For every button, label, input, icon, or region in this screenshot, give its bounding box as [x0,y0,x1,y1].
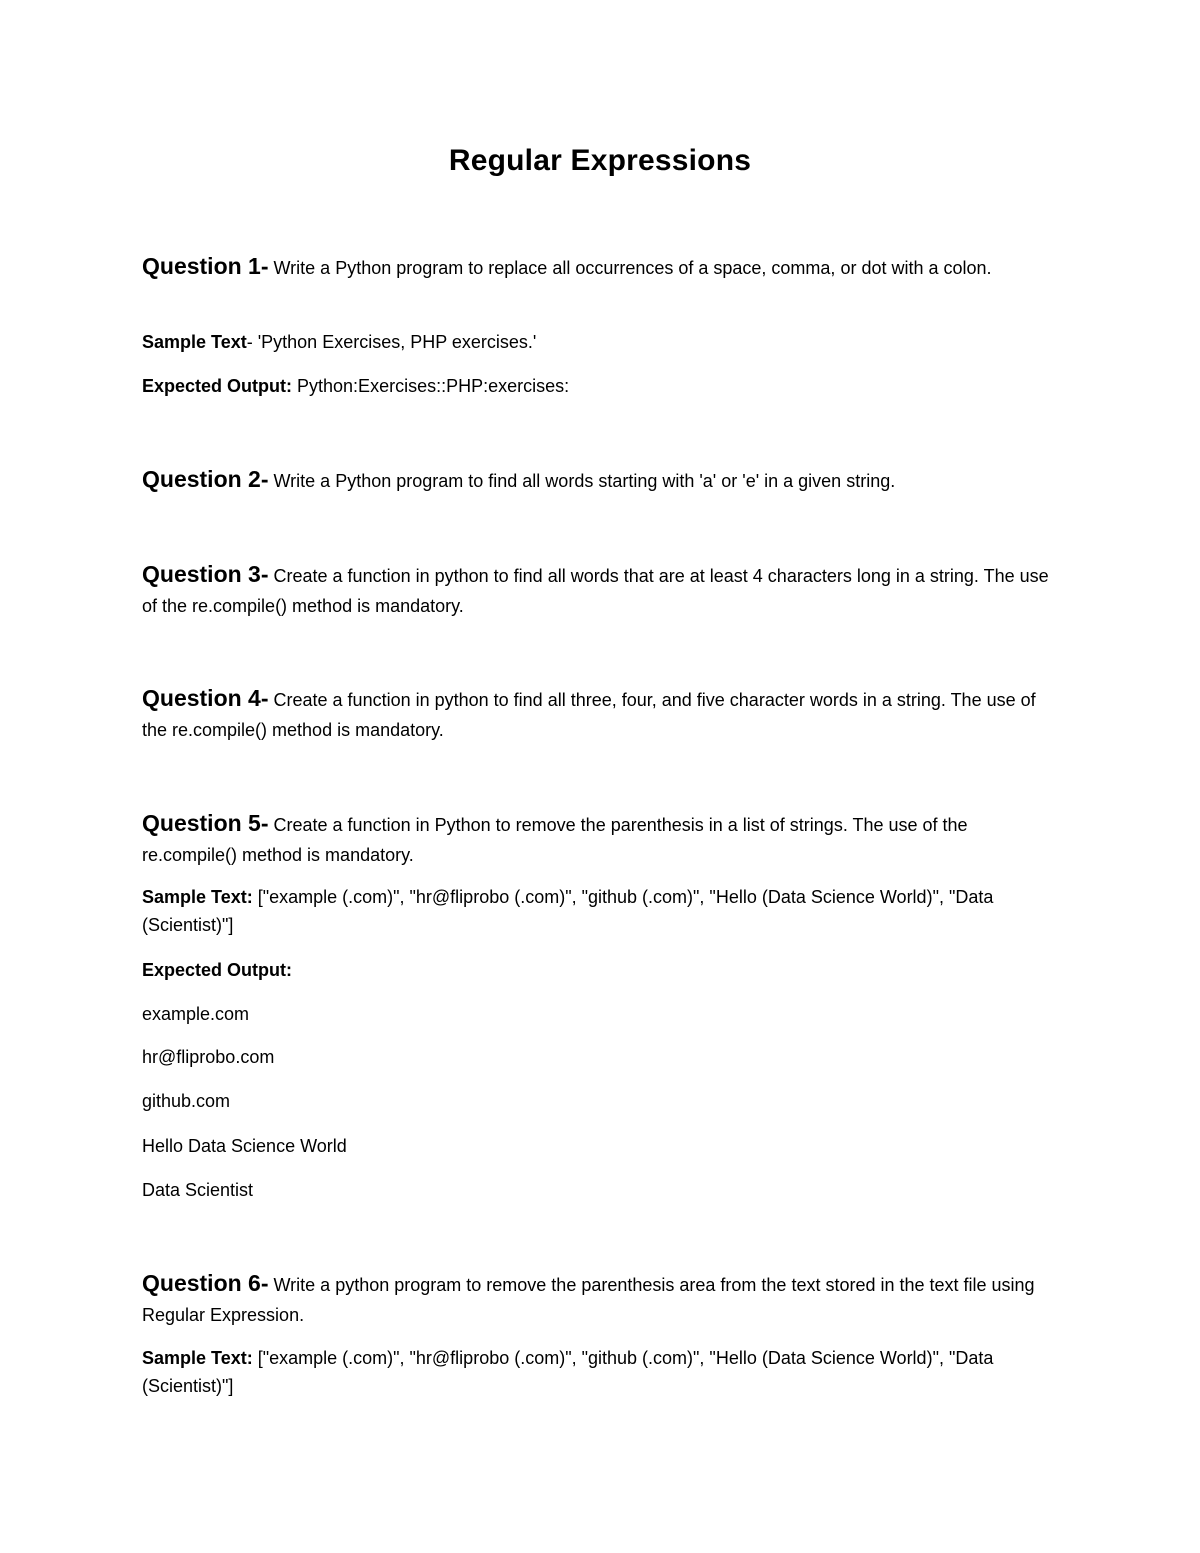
document-title: Regular Expressions [448,144,752,177]
question-4-heading: Question 4- [142,685,269,711]
question-1-sample-value: - 'Python Exercises, PHP exercises.' [246,332,537,352]
question-5-output-line: hr@fliprobo.com [142,1047,275,1067]
question-6-heading: Question 6- [142,1270,269,1296]
question-2 [142,464,1062,496]
question-3-text: Create a function in python to find all words that are at least 4 characters long in a string. The use of the re.compile() method is mandatory. [142,566,1049,616]
question-6-sample-label: Sample Text: [142,1348,253,1368]
question-4-text: Create a function in python to find all three, four, and five character words in a string. The use of the re.compile() method is mandatory. [142,690,1036,740]
question-1-output-label: Expected Output: [142,376,293,396]
question-1-output [142,372,1062,400]
question-5-output-line: Hello Data Science World [142,1136,347,1156]
question-1 [142,251,1062,283]
question-3-heading: Question 3- [142,561,269,587]
question-5-sample-label: Sample Text: [142,887,253,907]
question-4 [142,683,1062,745]
question-5-text: Create a function in Python to remove the parenthesis in a list of strings. The use of the re.compile() method is mandatory. [142,815,968,865]
question-2-text: Write a Python program to find all words starting with 'a' or 'e' in a given string. [268,471,896,491]
question-6 [142,1268,1062,1330]
question-5-sample-value: ["example (.com)", "hr@fliprobo (.com)", "github (.com)", "Hello (Data Science World)", "Data (Scientist)"] [142,887,994,935]
question-5-output-label-text: Expected Output: [142,960,293,980]
question-1-output-value: Python:Exercises::PHP:exercises: [292,376,570,396]
question-6-text: Write a python program to remove the parenthesis area from the text stored in the text file using Regular Expression. [142,1275,1035,1325]
question-5-output-line: example.com [142,1004,250,1024]
question-1-sample-label: Sample Text [142,332,247,352]
question-3 [142,559,1062,621]
question-5-output-label [142,956,1062,984]
question-5-sample [142,883,1062,939]
question-5-output-line: github.com [142,1091,231,1111]
question-5-heading: Question 5- [142,810,269,836]
question-1-heading: Question 1- [142,253,269,279]
question-5-output-line: Data Scientist [142,1180,254,1200]
question-6-sample-value: ["example (.com)", "hr@fliprobo (.com)", "github (.com)", "Hello (Data Science World)", "Data (Scientist)"] [142,1348,994,1396]
question-5 [142,808,1062,870]
question-2-heading: Question 2- [142,466,269,492]
question-1-text: Write a Python program to replace all occurrences of a space, comma, or dot with a colon. [268,258,992,278]
question-6-sample [142,1344,1062,1400]
question-1-sample [142,328,1062,356]
